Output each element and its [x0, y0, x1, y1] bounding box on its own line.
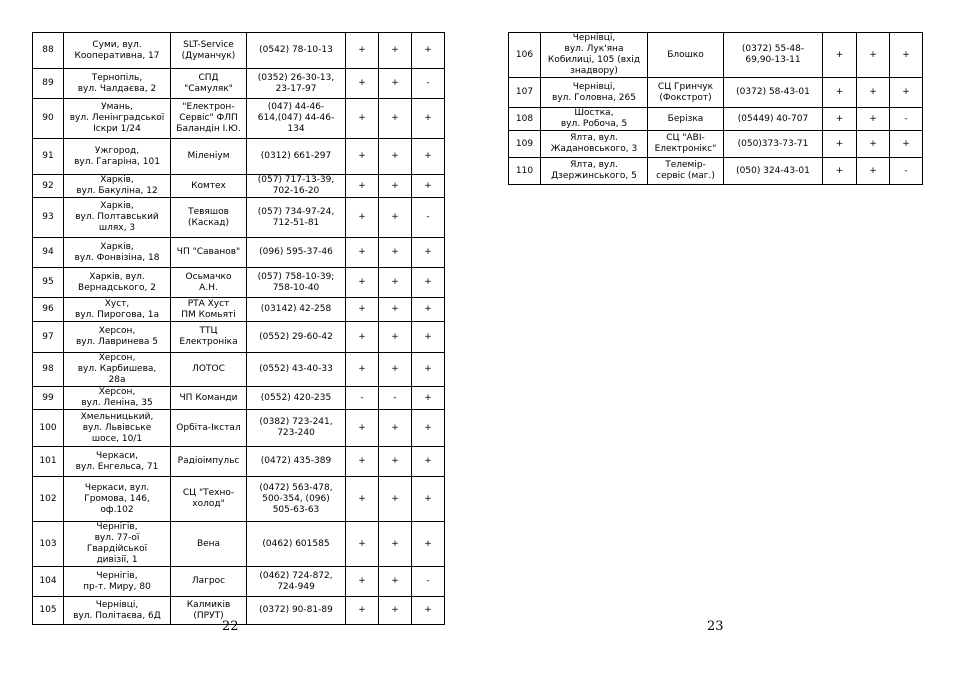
table-row — [33, 198, 445, 238]
address-cell: Хмельницький, вул. Львівське шосе, 10/1 — [64, 410, 171, 447]
row-number: 96 — [33, 298, 64, 322]
address-cell: Умань, вул. Ленінградської Іскри 1/24 — [64, 99, 171, 139]
address-cell: Хуст, вул. Пирогова, 1а — [64, 298, 171, 322]
service-mark-3: + — [412, 447, 445, 477]
company-cell: "Електрон- Сервіс" ФЛП Баландін І.Ю. — [171, 99, 247, 139]
phone-cell: (0372) 58-43-01 — [724, 78, 823, 108]
service-mark-1: + — [346, 33, 379, 69]
row-number: 105 — [33, 597, 64, 625]
table-row — [33, 567, 445, 597]
service-mark-1: + — [346, 139, 379, 175]
row-number: 89 — [33, 69, 64, 99]
service-mark-2: + — [857, 108, 890, 131]
row-number: 101 — [33, 447, 64, 477]
table-row — [509, 131, 923, 158]
row-number: 106 — [509, 33, 541, 78]
service-mark-1: - — [346, 387, 379, 410]
row-number: 97 — [33, 322, 64, 353]
phone-cell: (0552) 29-60-42 — [247, 322, 346, 353]
service-mark-2: + — [379, 99, 412, 139]
service-mark-3: + — [412, 298, 445, 322]
service-mark-2: - — [379, 387, 412, 410]
company-cell: Блошко — [648, 33, 724, 78]
table-row — [33, 522, 445, 567]
address-cell: Чернівці, вул. Політаєва, 6Д — [64, 597, 171, 625]
row-number: 92 — [33, 175, 64, 198]
service-mark-1: + — [346, 477, 379, 522]
address-cell: Чернівці, вул. Головна, 265 — [541, 78, 648, 108]
address-cell: Ялта, вул. Жадановського, 3 — [541, 131, 648, 158]
address-cell: Суми, вул. Кооперативна, 17 — [64, 33, 171, 69]
service-mark-2: + — [379, 298, 412, 322]
service-mark-3: + — [412, 522, 445, 567]
company-cell: Берізка — [648, 108, 724, 131]
company-cell: SLT-Service (Думанчук) — [171, 33, 247, 69]
service-centers-table-left — [32, 32, 445, 625]
service-mark-3: + — [412, 33, 445, 69]
service-mark-1: + — [823, 78, 857, 108]
address-cell: Черкаси, вул. Енгельса, 71 — [64, 447, 171, 477]
service-mark-1: + — [346, 175, 379, 198]
company-cell: Калмиків (ПРУТ) — [171, 597, 247, 625]
table-row — [33, 175, 445, 198]
phone-cell: (047) 44-46- 614,(047) 44-46- 134 — [247, 99, 346, 139]
service-mark-3: + — [412, 268, 445, 298]
right-page — [508, 32, 922, 185]
page-number-left: 22 — [222, 619, 239, 634]
service-mark-1: + — [346, 567, 379, 597]
row-number: 103 — [33, 522, 64, 567]
service-mark-2: + — [379, 33, 412, 69]
company-cell: Вена — [171, 522, 247, 567]
service-mark-3: - — [890, 108, 923, 131]
service-mark-1: + — [346, 410, 379, 447]
service-mark-2: + — [379, 69, 412, 99]
service-mark-3: + — [890, 78, 923, 108]
row-number: 98 — [33, 353, 64, 387]
phone-cell: (0462) 601585 — [247, 522, 346, 567]
service-mark-1: + — [346, 322, 379, 353]
service-mark-2: + — [857, 78, 890, 108]
phone-cell: (0472) 435-389 — [247, 447, 346, 477]
phone-cell: (0372) 55-48- 69,90-13-11 — [724, 33, 823, 78]
phone-cell: (0382) 723-241, 723-240 — [247, 410, 346, 447]
phone-cell: (0542) 78-10-13 — [247, 33, 346, 69]
address-cell: Харків, вул. Фонвізіна, 18 — [64, 238, 171, 268]
service-mark-3: + — [412, 139, 445, 175]
address-cell: Харків, вул. Вернадського, 2 — [64, 268, 171, 298]
service-mark-3: + — [412, 175, 445, 198]
table-row — [33, 298, 445, 322]
address-cell: Шостка, вул. Робоча, 5 — [541, 108, 648, 131]
table-row — [33, 387, 445, 410]
table-row — [33, 353, 445, 387]
service-mark-1: + — [346, 268, 379, 298]
company-cell: СЦ "АВІ- Електронікс" — [648, 131, 724, 158]
row-number: 102 — [33, 477, 64, 522]
table-row — [33, 99, 445, 139]
service-mark-3: + — [412, 387, 445, 410]
company-cell: Міленіум — [171, 139, 247, 175]
company-cell: Орбіта-Ікстал — [171, 410, 247, 447]
table-row — [509, 33, 923, 78]
service-mark-2: + — [379, 597, 412, 625]
address-cell: Ужгород, вул. Гагаріна, 101 — [64, 139, 171, 175]
phone-cell: (0472) 563-478, 500-354, (096) 505-63-63 — [247, 477, 346, 522]
service-mark-3: + — [412, 99, 445, 139]
service-mark-1: + — [346, 198, 379, 238]
phone-cell: (0552) 43-40-33 — [247, 353, 346, 387]
company-cell: Осьмачко А.Н. — [171, 268, 247, 298]
page-number-right: 23 — [707, 619, 724, 634]
phone-cell: (0462) 724-872, 724-949 — [247, 567, 346, 597]
company-cell: Лагрос — [171, 567, 247, 597]
service-mark-1: + — [346, 447, 379, 477]
table-row — [33, 139, 445, 175]
service-mark-2: + — [379, 477, 412, 522]
address-cell: Харків, вул. Бакуліна, 12 — [64, 175, 171, 198]
service-mark-1: + — [823, 131, 857, 158]
service-mark-3: + — [412, 597, 445, 625]
phone-cell: (0552) 420-235 — [247, 387, 346, 410]
service-mark-1: + — [823, 158, 857, 185]
table-row — [33, 447, 445, 477]
table-row — [33, 33, 445, 69]
company-cell: Комтех — [171, 175, 247, 198]
row-number: 91 — [33, 139, 64, 175]
service-mark-1: + — [823, 33, 857, 78]
service-mark-3: + — [412, 353, 445, 387]
company-cell: РТА Хуст ПМ Комьяті — [171, 298, 247, 322]
service-mark-1: + — [346, 353, 379, 387]
table-row — [33, 477, 445, 522]
service-mark-2: + — [379, 322, 412, 353]
phone-cell: (05449) 40-707 — [724, 108, 823, 131]
service-mark-3: - — [890, 158, 923, 185]
address-cell: Харків, вул. Полтавський шлях, 3 — [64, 198, 171, 238]
table-row — [33, 268, 445, 298]
service-mark-1: + — [346, 298, 379, 322]
phone-cell: (057) 758-10-39; 758-10-40 — [247, 268, 346, 298]
address-cell: Черкаси, вул. Громова, 146, оф.102 — [64, 477, 171, 522]
table-row — [509, 78, 923, 108]
address-cell: Ялта, вул. Дзержинського, 5 — [541, 158, 648, 185]
phone-cell: (057) 717-13-39, 702-16-20 — [247, 175, 346, 198]
phone-cell: (050) 324-43-01 — [724, 158, 823, 185]
address-cell: Чернігів, вул. 77-ої Гвардійської дивізії, 1 — [64, 522, 171, 567]
service-mark-2: + — [379, 268, 412, 298]
address-cell: Тернопіль, вул. Чалдаєва, 2 — [64, 69, 171, 99]
service-mark-2: + — [379, 175, 412, 198]
row-number: 94 — [33, 238, 64, 268]
phone-cell: (03142) 42-258 — [247, 298, 346, 322]
service-mark-2: + — [379, 353, 412, 387]
table-row — [33, 238, 445, 268]
row-number: 104 — [33, 567, 64, 597]
table-row — [33, 69, 445, 99]
service-mark-3: + — [890, 131, 923, 158]
phone-cell: (0312) 661-297 — [247, 139, 346, 175]
row-number: 110 — [509, 158, 541, 185]
company-cell: Телемір- сервіс (маг.) — [648, 158, 724, 185]
phone-cell: (096) 595-37-46 — [247, 238, 346, 268]
company-cell: СЦ Гринчук (Фокстрот) — [648, 78, 724, 108]
company-cell: Тевяшов (Каскад) — [171, 198, 247, 238]
row-number: 109 — [509, 131, 541, 158]
address-cell: Херсон, вул. Карбишева, 28а — [64, 353, 171, 387]
address-cell: Херсон, вул. Лавринева 5 — [64, 322, 171, 353]
service-mark-2: + — [379, 447, 412, 477]
phone-cell: (0372) 90-81-89 — [247, 597, 346, 625]
row-number: 95 — [33, 268, 64, 298]
phone-cell: (050)373-73-71 — [724, 131, 823, 158]
service-mark-2: + — [857, 158, 890, 185]
service-mark-3: + — [412, 410, 445, 447]
address-cell: Чернігів, пр-т. Миру, 80 — [64, 567, 171, 597]
service-mark-3: - — [412, 69, 445, 99]
service-mark-2: + — [379, 238, 412, 268]
service-mark-3: + — [890, 33, 923, 78]
service-centers-table-right — [508, 32, 923, 185]
service-mark-1: + — [823, 108, 857, 131]
service-mark-1: + — [346, 597, 379, 625]
company-cell: ЧП Команди — [171, 387, 247, 410]
service-mark-2: + — [379, 567, 412, 597]
row-number: 88 — [33, 33, 64, 69]
row-number: 99 — [33, 387, 64, 410]
service-mark-1: + — [346, 99, 379, 139]
service-mark-3: + — [412, 238, 445, 268]
service-mark-2: + — [379, 522, 412, 567]
company-cell: ЛОТОС — [171, 353, 247, 387]
service-mark-2: + — [857, 33, 890, 78]
row-number: 108 — [509, 108, 541, 131]
left-page — [32, 32, 444, 625]
service-mark-3: - — [412, 198, 445, 238]
address-cell: Чернівці, вул. Лук'яна Кобилиці, 105 (вхід знадвору) — [541, 33, 648, 78]
service-mark-2: + — [379, 198, 412, 238]
phone-cell: (057) 734-97-24, 712-51-81 — [247, 198, 346, 238]
company-cell: Радіоімпульс — [171, 447, 247, 477]
table-row — [509, 108, 923, 131]
table-row — [33, 410, 445, 447]
service-mark-2: + — [379, 410, 412, 447]
table-row — [509, 158, 923, 185]
service-mark-3: + — [412, 477, 445, 522]
company-cell: СПД "Самуляк" — [171, 69, 247, 99]
row-number: 90 — [33, 99, 64, 139]
table-row — [33, 322, 445, 353]
service-mark-2: + — [379, 139, 412, 175]
phone-cell: (0352) 26-30-13, 23-17-97 — [247, 69, 346, 99]
row-number: 93 — [33, 198, 64, 238]
service-mark-1: + — [346, 69, 379, 99]
service-mark-1: + — [346, 522, 379, 567]
row-number: 107 — [509, 78, 541, 108]
service-mark-2: + — [857, 131, 890, 158]
company-cell: СЦ "Техно- холод" — [171, 477, 247, 522]
address-cell: Херсон, вул. Леніна, 35 — [64, 387, 171, 410]
company-cell: ТТЦ Електроніка — [171, 322, 247, 353]
company-cell: ЧП "Саванов" — [171, 238, 247, 268]
row-number: 100 — [33, 410, 64, 447]
service-mark-3: + — [412, 322, 445, 353]
service-mark-3: - — [412, 567, 445, 597]
service-mark-1: + — [346, 238, 379, 268]
